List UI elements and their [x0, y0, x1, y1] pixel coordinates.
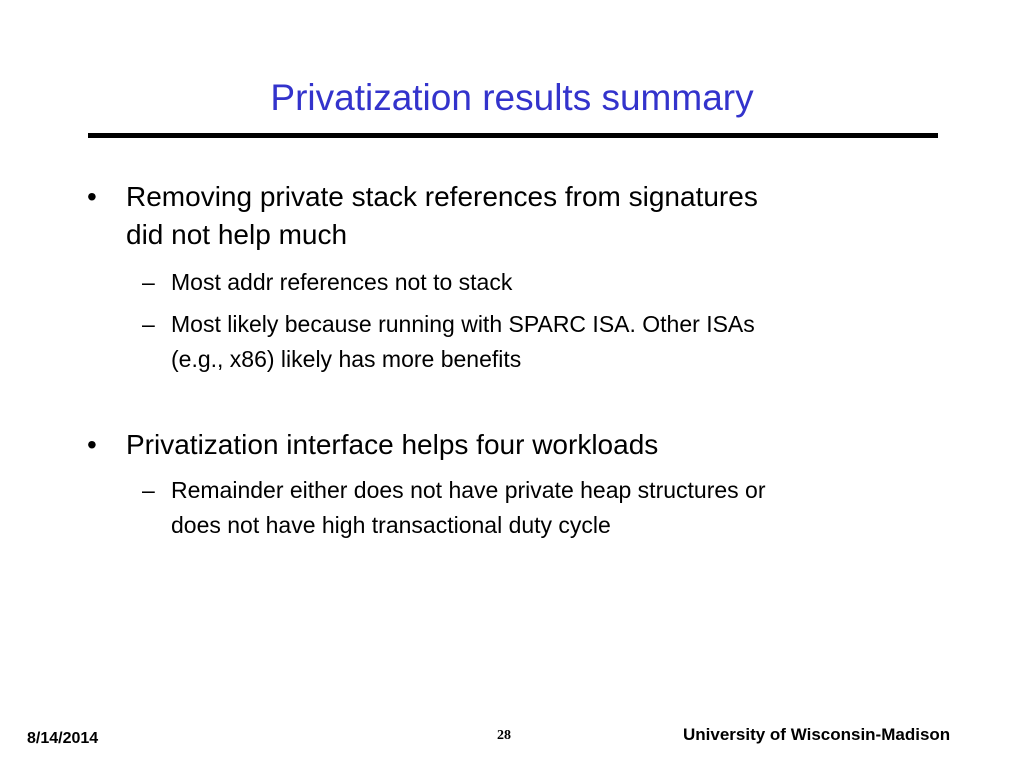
subbullet-line: Most addr references not to stack [171, 269, 513, 295]
subbullet-text [171, 473, 931, 543]
bullet-text [126, 426, 916, 464]
bullet-mark: • [87, 181, 97, 212]
subbullet-line: (e.g., x86) likely has more benefits [171, 346, 522, 372]
bullet-line: Privatization interface helps four workloads [126, 429, 659, 460]
footer-date: 8/14/2014 [27, 730, 99, 747]
subbullet-mark: – [142, 269, 155, 295]
bullet-line: did not help much [126, 219, 348, 250]
bullet-line: Removing private stack references from signatures [126, 181, 758, 212]
subbullet-line: Remainder either does not have private heap structures or [171, 477, 766, 503]
page-number: 28 [497, 728, 511, 743]
subbullet-mark: – [142, 311, 155, 337]
title-divider [88, 133, 938, 138]
slide-title: Privatization results summary [270, 77, 754, 118]
bullet-text [126, 178, 916, 254]
footer-institution: University of Wisconsin-Madison [683, 725, 951, 744]
subbullet-text [171, 307, 931, 377]
subbullet-line: Most likely because running with SPARC ISA. Other ISAs [171, 311, 755, 337]
bullet-mark: • [87, 429, 97, 460]
subbullet-line: does not have high transactional duty cycle [171, 512, 611, 538]
subbullet-text [171, 265, 931, 300]
subbullet-mark: – [142, 477, 155, 503]
